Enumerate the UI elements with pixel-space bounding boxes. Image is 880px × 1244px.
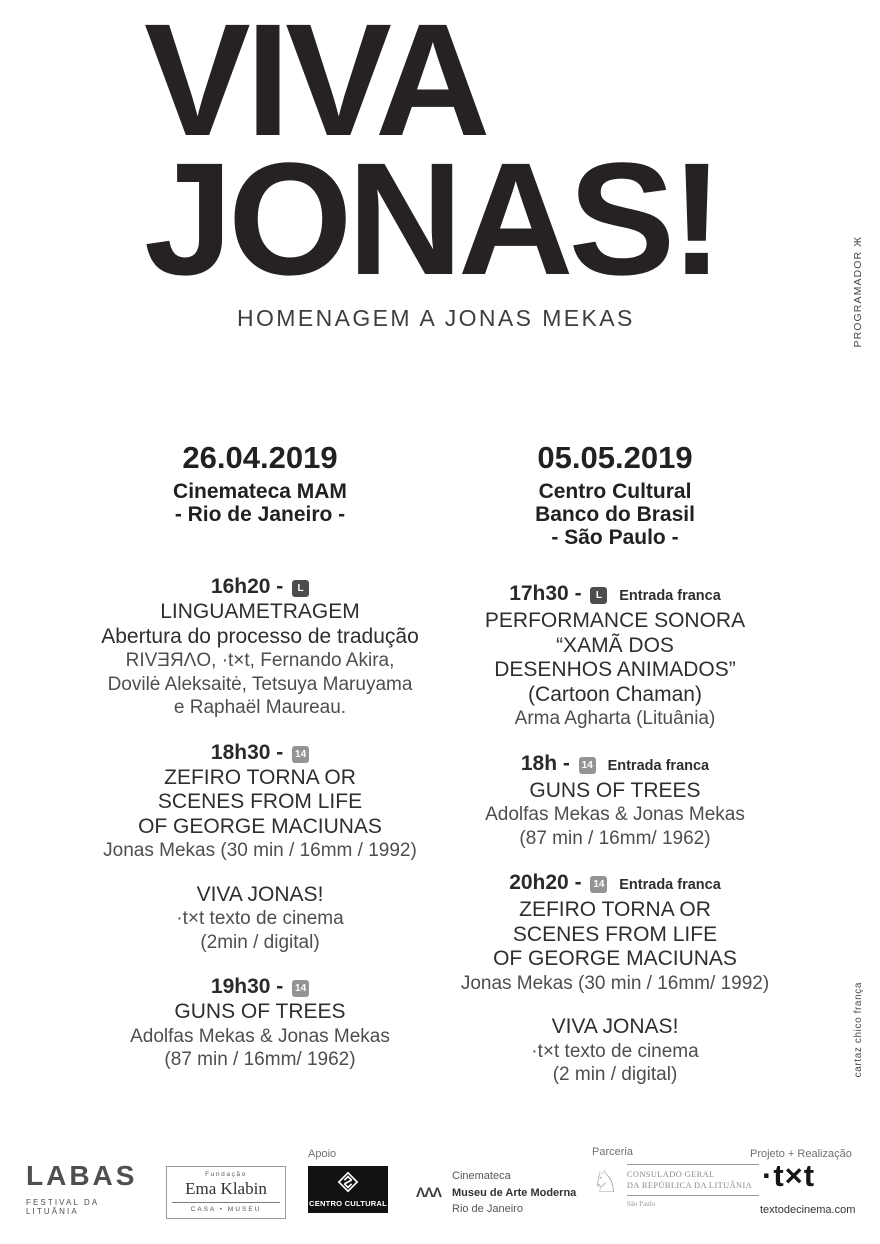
labas-tagline: FESTIVAL DA LITUÂNIA xyxy=(26,1198,99,1216)
consulado-city: São Paulo xyxy=(626,1200,656,1208)
venue xyxy=(450,480,780,549)
venue-line: - São Paulo - xyxy=(551,526,679,549)
event-date: 05.05.2019 xyxy=(537,440,693,475)
entrada-franca-note: Entrada franca xyxy=(619,877,721,893)
entrada-franca-note: Entrada franca xyxy=(607,757,710,774)
labas-logo xyxy=(26,1162,146,1216)
labas-wordmark: LABAS xyxy=(26,1160,138,1191)
event-detail-line: ·t×t texto de cinema xyxy=(176,908,344,929)
mam-line: Rio de Janeiro xyxy=(452,1203,523,1215)
event-title-line: GUNS OF TREES xyxy=(174,1000,346,1023)
mam-icon: ΛΛΛ xyxy=(416,1184,442,1200)
event-time-row xyxy=(450,870,780,898)
txt-logo: ·t×t xyxy=(762,1158,816,1193)
event-block xyxy=(95,974,425,1072)
event-date: 26.04.2019 xyxy=(182,440,338,475)
event-title-line: PERFORMANCE SONORA xyxy=(484,609,746,632)
event-block xyxy=(450,870,780,995)
consulado-text xyxy=(627,1164,759,1208)
event-title-line: “XAMÃ DOS xyxy=(556,633,674,657)
divider xyxy=(172,1202,280,1203)
banco-do-brasil-icon xyxy=(337,1171,359,1193)
rating-badge: L xyxy=(590,587,607,604)
event-detail-line: (87 min / 16mm/ 1962) xyxy=(164,1049,356,1070)
event-time: 20h20 - xyxy=(509,871,582,894)
event-time-row xyxy=(450,581,780,609)
event-detail-line: Dovilė Aleksaitė, Tetsuya Maruyama xyxy=(107,673,413,695)
venue xyxy=(95,480,425,526)
event-time-row xyxy=(95,974,425,1000)
event-detail-line: Adolfas Mekas & Jonas Mekas xyxy=(130,1025,390,1047)
centro-cultural-label: CENTRO CULTURAL xyxy=(309,1199,387,1208)
event-detail-line: RIVƎЯΛO, ·t×t, Fernando Akira, xyxy=(125,650,395,671)
event-time: 18h - xyxy=(520,751,570,775)
rating-badge: 14 xyxy=(292,980,309,997)
event-detail-line: e Raphaël Maureau. xyxy=(173,697,347,718)
page-title xyxy=(144,0,719,309)
apoio-label: Apoio xyxy=(308,1148,337,1160)
event-title-line: (Cartoon Chaman) xyxy=(528,682,702,706)
programmer-credit: PROGRAMADOR Ж xyxy=(852,236,864,348)
event-title-line: GUNS OF TREES xyxy=(529,778,701,802)
ema-klabin-logo xyxy=(166,1166,286,1219)
parceria-label: Parceria xyxy=(592,1146,633,1158)
event-detail-line: (2 min / digital) xyxy=(552,1064,678,1085)
event-detail-line: (2min / digital) xyxy=(200,931,320,953)
event-time-row xyxy=(95,740,425,766)
venue-line: Banco do Brasil xyxy=(535,503,695,526)
event-title-line: VIVA JONAS! xyxy=(196,882,324,906)
title-line-1: VIVA xyxy=(144,0,486,169)
consulado-line: DA REPÚBLICA DA LITUÂNIA xyxy=(626,1181,753,1190)
event-detail-line: Adolfas Mekas & Jonas Mekas xyxy=(485,804,745,825)
consulado-logo xyxy=(592,1164,759,1208)
event-block xyxy=(95,883,425,955)
event-title-line: ZEFIRO TORNA OR xyxy=(164,765,356,789)
ema-klabin-tagline: CASA • MUSEU xyxy=(190,1206,262,1213)
event-block xyxy=(95,740,425,863)
ema-klabin-label: Fundação xyxy=(205,1171,247,1178)
event-detail-line: Jonas Mekas (30 min / 16mm/ 1992) xyxy=(460,972,770,994)
subtitle: HOMENAGEM A JONAS MEKAS xyxy=(237,305,635,331)
event-title-line: LINGUAMETRAGEM xyxy=(160,600,360,623)
venue-line: - Rio de Janeiro - xyxy=(174,503,346,526)
event-time-row xyxy=(95,574,425,600)
venue-line: Cinemateca MAM xyxy=(173,480,347,503)
event-title-line: Abertura do processo de tradução xyxy=(101,624,419,648)
rating-badge: 14 xyxy=(292,746,309,763)
projeto-label: Projeto + Realização xyxy=(750,1148,852,1160)
event-detail-line: ·t×t texto de cinema xyxy=(531,1040,699,1062)
event-detail-line: Arma Agharta (Lituânia) xyxy=(514,708,716,729)
event-detail-line: (87 min / 16mm/ 1962) xyxy=(519,827,711,849)
event-title-line: OF GEORGE MACIUNAS xyxy=(493,947,737,970)
mam-line: Museu de Arte Moderna xyxy=(452,1186,577,1199)
poster-designer-credit: cartaz chico frança xyxy=(853,982,864,1078)
ema-klabin-wordmark: Ema Klabin xyxy=(185,1179,267,1198)
event-title-line: SCENES FROM LIFE xyxy=(512,922,718,946)
column-sao-paulo xyxy=(450,440,780,1087)
event-title-line: DESENHOS ANIMADOS” xyxy=(494,658,736,681)
event-time: 18h30 - xyxy=(210,740,284,764)
event-time: 17h30 - xyxy=(509,582,582,605)
entrada-franca-note: Entrada franca xyxy=(619,588,721,604)
rating-badge: 14 xyxy=(579,757,596,774)
txt-url: textodecinema.com xyxy=(760,1204,856,1216)
vytis-coat-of-arms-icon: ♘ xyxy=(592,1166,619,1199)
event-title-line: SCENES FROM LIFE xyxy=(157,790,363,813)
event-time: 16h20 - xyxy=(210,575,284,598)
column-rio xyxy=(95,440,425,1072)
event-time-row xyxy=(450,751,780,779)
footer-logos xyxy=(0,1140,880,1244)
event-title-line: VIVA JONAS! xyxy=(551,1015,679,1038)
consulado-lines xyxy=(627,1164,759,1196)
event-block xyxy=(95,574,425,720)
rating-badge: 14 xyxy=(590,876,607,893)
venue-line: Centro Cultural xyxy=(538,480,692,503)
mam-line: Cinemateca xyxy=(452,1170,511,1182)
event-title-line: OF GEORGE MACIUNAS xyxy=(138,814,382,838)
rating-badge: L xyxy=(292,580,309,597)
mam-logo-text xyxy=(452,1168,576,1218)
centro-cultural-banco-do-brasil-logo xyxy=(308,1166,388,1213)
consulado-line: CONSULADO GERAL xyxy=(626,1170,715,1179)
event-block xyxy=(450,581,780,731)
event-block xyxy=(450,1015,780,1087)
event-detail-line: Jonas Mekas (30 min / 16mm / 1992) xyxy=(103,840,417,861)
event-title-line: ZEFIRO TORNA OR xyxy=(519,898,711,921)
event-block xyxy=(450,751,780,851)
title-line-2: JONAS! xyxy=(144,129,719,309)
event-time: 19h30 - xyxy=(210,975,284,998)
